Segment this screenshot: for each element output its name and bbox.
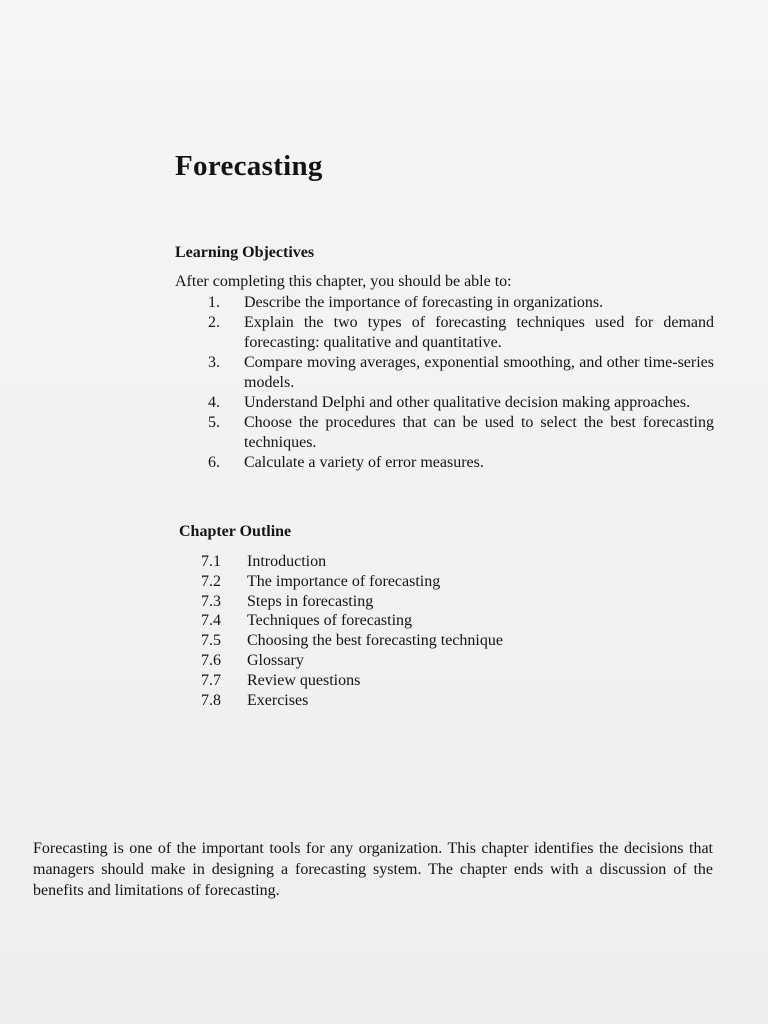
outline-text: Glossary — [247, 651, 304, 669]
outline-item — [201, 611, 503, 631]
outline-text: Introduction — [247, 553, 327, 570]
objective-text: Describe the importance of forecasting in organizations. — [244, 294, 604, 311]
outline-item — [201, 651, 503, 671]
objective-text: Understand Delphi and other qualitative decision making approaches. — [244, 394, 691, 411]
objective-item — [208, 293, 714, 313]
objective-text: Choose the procedures that can be used to select the best forecasting techniques. — [244, 414, 714, 451]
outline-text: Review questions — [247, 671, 361, 689]
objective-item — [208, 393, 714, 413]
outline-item — [201, 671, 503, 691]
outline-number: 7.7 — [201, 671, 221, 689]
outline-text: Techniques of forecasting — [247, 612, 413, 630]
outline-text: Exercises — [247, 691, 309, 709]
outline-number: 7.8 — [201, 691, 221, 709]
objective-item — [208, 453, 714, 473]
learning-objectives-intro: After completing this chapter, you should be able to: — [175, 273, 512, 290]
objective-number: 4. — [208, 394, 220, 411]
outline-item — [201, 691, 503, 711]
objective-text: Explain the two types of forecasting techniques used for demand forecasting: qualitative and quantitative. — [244, 314, 714, 351]
outline-number: 7.5 — [201, 632, 221, 650]
objective-item — [208, 413, 714, 453]
outline-number: 7.4 — [201, 612, 221, 630]
chapter-summary: Forecasting is one of the important tools for any organization. This chapter identifies the decisions that managers should make in designing a forecasting system. The chapter ends with a discussion of the benefits and limitations of forecasting. — [33, 840, 713, 899]
outline-number: 7.2 — [201, 572, 221, 590]
outline-item — [201, 631, 503, 651]
outline-number: 7.6 — [201, 651, 221, 669]
objective-item — [208, 353, 714, 393]
learning-objectives-heading: Learning Objectives — [175, 244, 315, 261]
objective-text: Calculate a variety of error measures. — [244, 454, 484, 471]
outline-text: The importance of forecasting — [247, 572, 441, 590]
objective-number: 5. — [208, 414, 220, 431]
objective-item — [208, 313, 714, 353]
chapter-outline-list — [201, 552, 503, 710]
objective-number: 6. — [208, 454, 220, 471]
outline-number: 7.1 — [201, 553, 221, 570]
outline-item — [201, 552, 503, 572]
learning-objectives-list — [208, 293, 714, 473]
chapter-title: Forecasting — [175, 150, 323, 182]
objective-number: 1. — [208, 294, 220, 311]
outline-item — [201, 572, 503, 592]
outline-item — [201, 592, 503, 612]
outline-number: 7.3 — [201, 592, 221, 610]
objective-text: Compare moving averages, exponential smoothing, and other time-series models. — [244, 354, 714, 391]
outline-text: Steps in forecasting — [247, 592, 374, 610]
objective-number: 2. — [208, 314, 220, 331]
chapter-outline-heading: Chapter Outline — [179, 523, 292, 540]
outline-text: Choosing the best forecasting technique — [247, 632, 503, 650]
objective-number: 3. — [208, 354, 220, 371]
